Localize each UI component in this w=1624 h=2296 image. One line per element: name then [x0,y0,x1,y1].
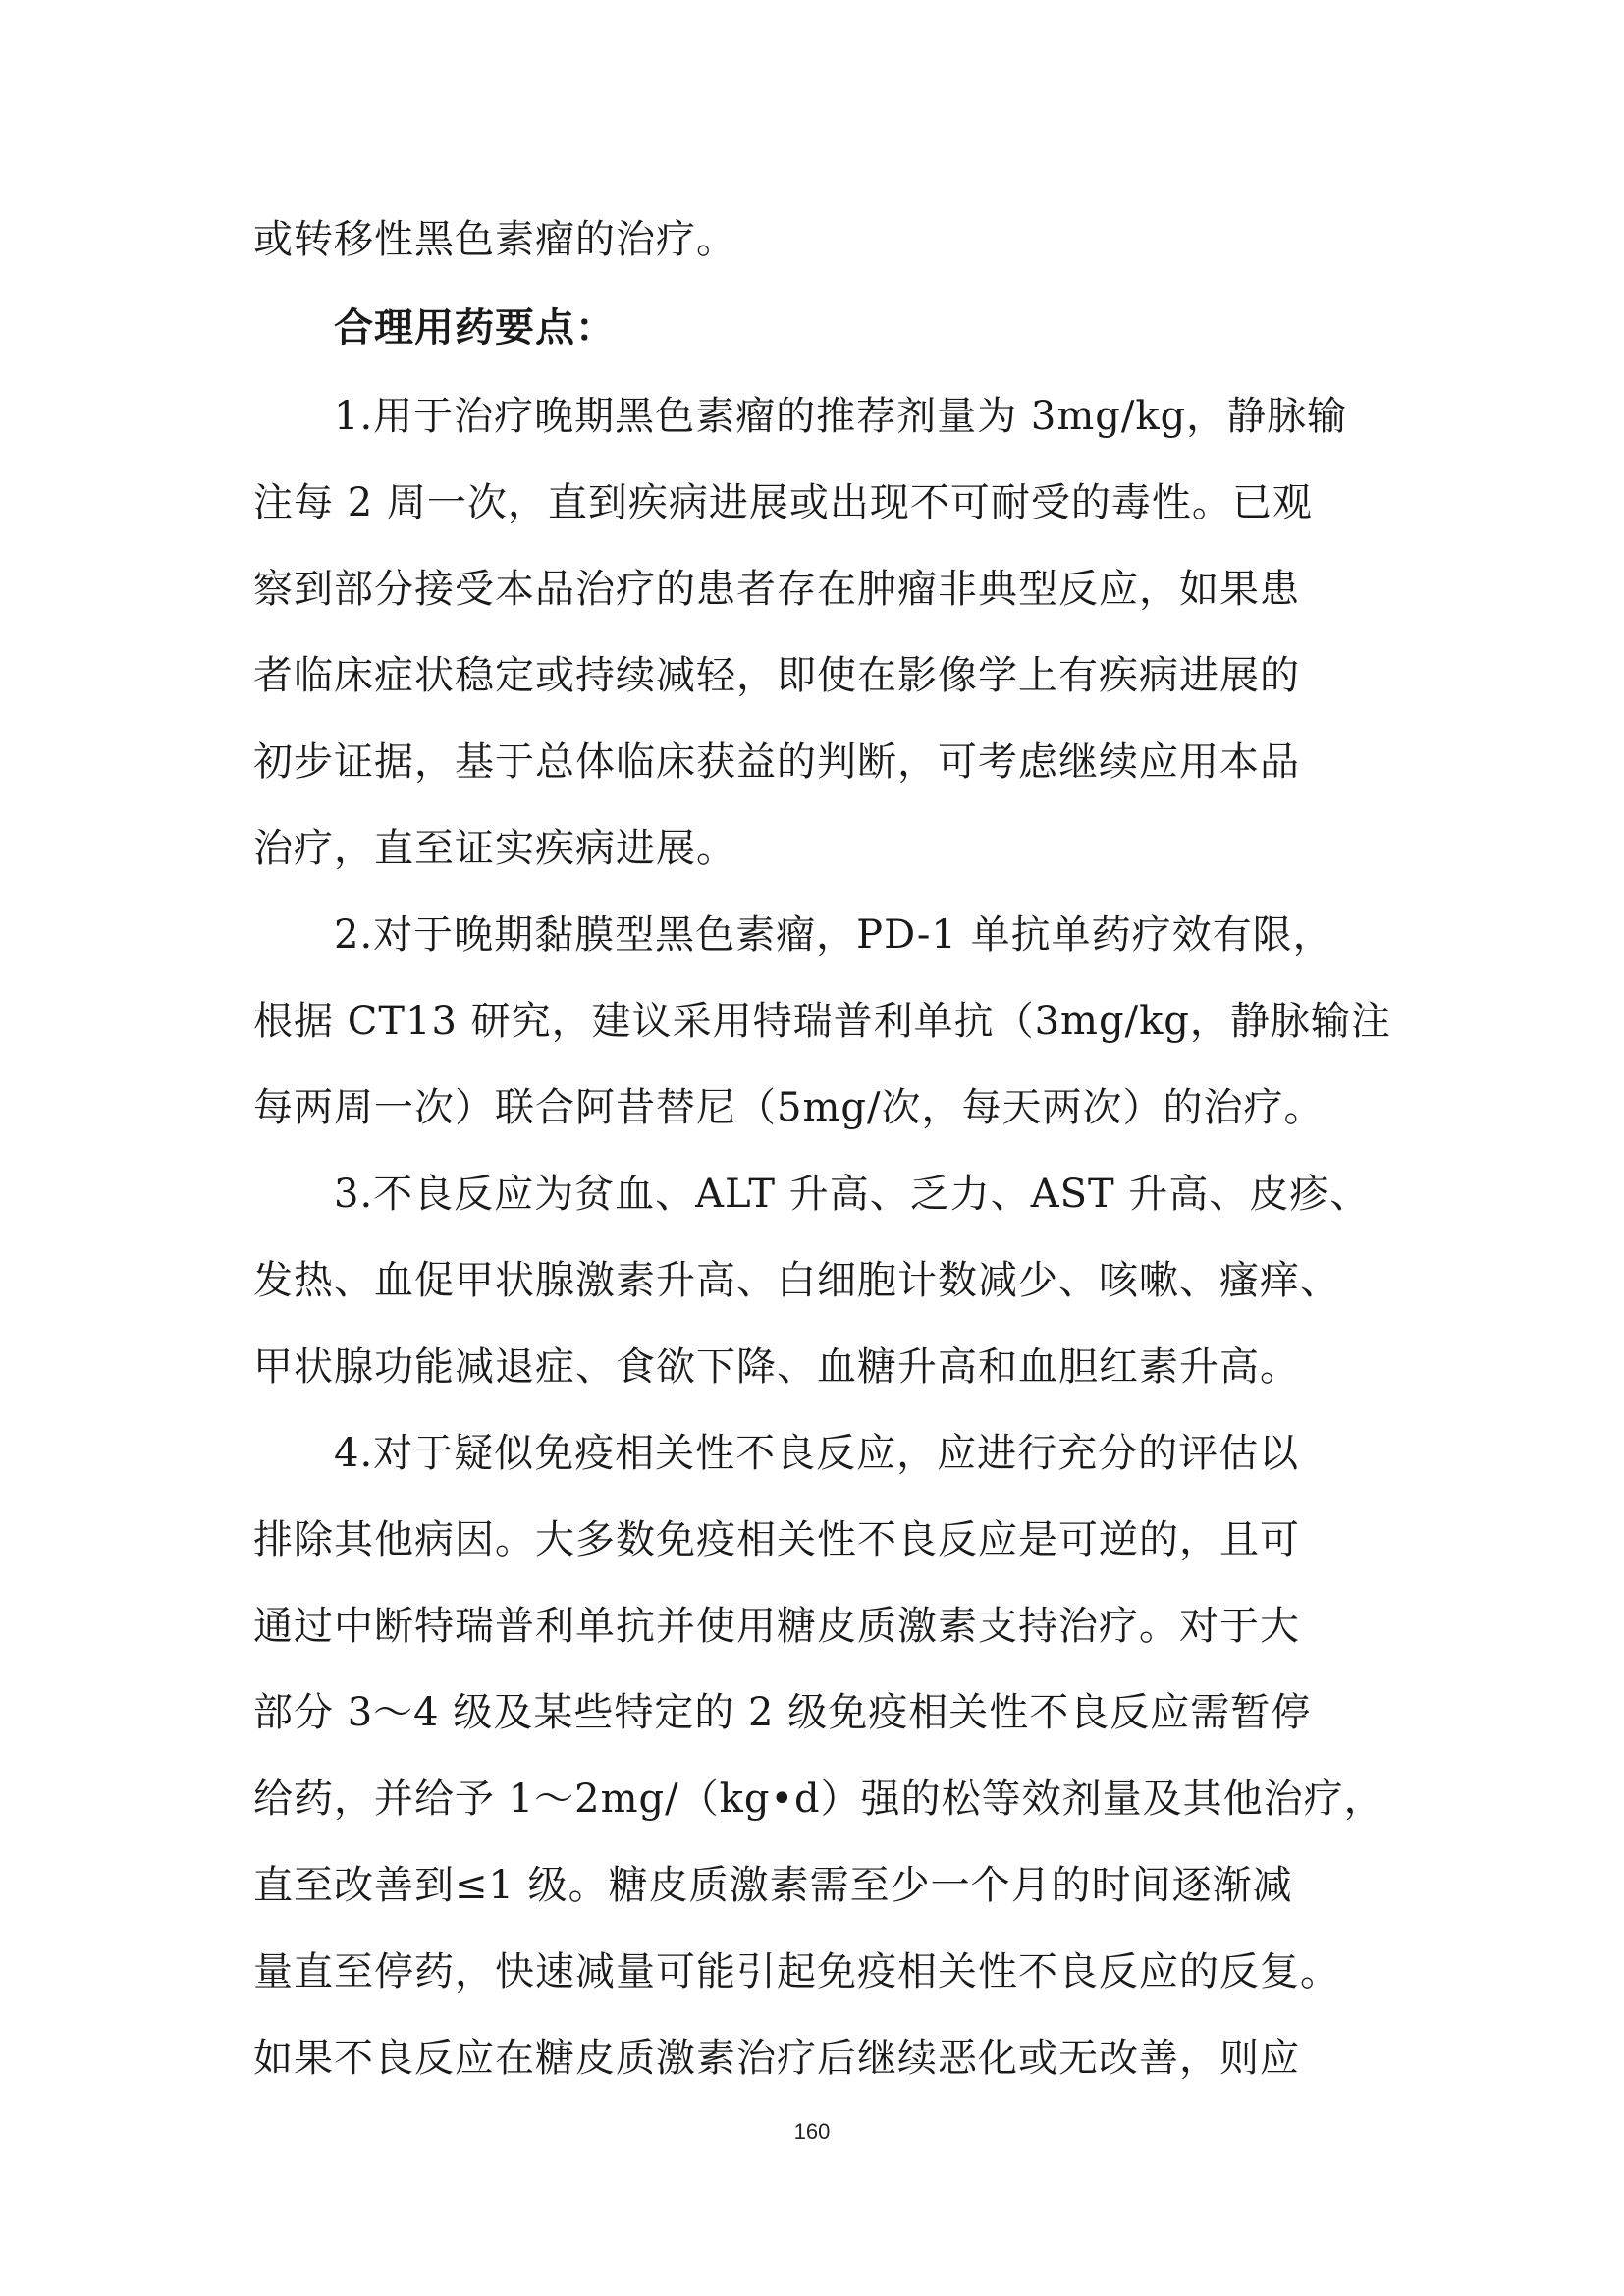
paragraph-1-line-5: 初步证据，基于总体临床获益的判断，可考虑继续应用本品 [253,739,1300,785]
paragraph-1-line-4: 者临床症状稳定或持续减轻，即使在影像学上有疾病进展的 [253,653,1300,698]
paragraph-4-line-1: 4.对于疑似免疫相关性不良反应，应进行充分的评估以 [334,1431,1300,1476]
page-number: 160 [793,2119,831,2144]
paragraph-2-line-3: 每两周一次）联合阿昔替尼（5mg/次，每天两次）的治疗。 [253,1085,1325,1130]
paragraph-2-line-1: 2.对于晚期黏膜型黑色素瘤，PD-1 单抗单药疗效有限， [334,912,1333,957]
paragraph-4-line-5: 给药，并给予 1～2mg/（kg•d）强的松等效剂量及其他治疗， [253,1777,1384,1822]
paragraph-4-line-2: 排除其他病因。大多数免疫相关性不良反应是可逆的，且可 [253,1517,1300,1562]
text-line-continuation: 或转移性黑色素瘤的治疗。 [253,217,736,262]
section-heading: 合理用药要点： [334,305,616,351]
paragraph-3-line-3: 甲状腺功能减退症、食欲下降、血糖升高和血胆红素升高。 [253,1344,1300,1390]
paragraph-1-line-3: 察到部分接受本品治疗的患者存在肿瘤非典型反应，如果患 [253,567,1300,612]
paragraph-1-line-6: 治疗，直至证实疾病进展。 [253,826,736,871]
paragraph-4-line-6: 直至改善到≤1 级。糖皮质激素需至少一个月的时间逐渐减 [253,1863,1293,1908]
paragraph-3-line-1: 3.不良反应为贫血、ALT 升高、乏力、AST 升高、皮疹、 [334,1172,1371,1217]
paragraph-1-line-1: 1.用于治疗晚期黑色素瘤的推荐剂量为 3mg/kg，静脉输 [334,394,1348,439]
paragraph-4-line-3: 通过中断特瑞普利单抗并使用糖皮质激素支持治疗。对于大 [253,1604,1300,1649]
paragraph-4-line-4: 部分 3～4 级及某些特定的 2 级免疫相关性不良反应需暂停 [253,1690,1312,1735]
paragraph-2-line-2: 根据 CT13 研究，建议采用特瑞普利单抗（3mg/kg，静脉输注 [253,999,1391,1044]
paragraph-3-line-2: 发热、血促甲状腺激素升高、白细胞计数减少、咳嗽、瘙痒、 [253,1258,1340,1303]
paragraph-1-line-2: 注每 2 周一次，直到疾病进展或出现不可耐受的毒性。已观 [253,480,1313,525]
paragraph-4-line-8: 如果不良反应在糖皮质激素治疗后继续恶化或无改善，则应 [253,2036,1300,2081]
paragraph-4-line-7: 量直至停药，快速减量可能引起免疫相关性不良反应的反复。 [253,1949,1340,1995]
